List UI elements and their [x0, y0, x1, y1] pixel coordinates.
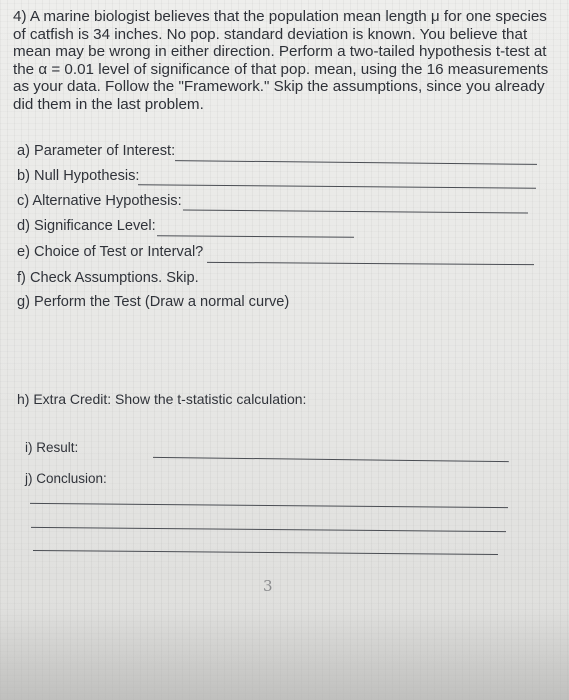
conclusion-line-2 [31, 527, 506, 532]
answer-line-c [183, 209, 528, 213]
answer-line-d [157, 235, 354, 237]
conclusion-line-1 [30, 503, 508, 508]
item-result: i) Result: [25, 440, 79, 455]
item-null-hypothesis: b) Null Hypothesis: [17, 168, 140, 184]
item-significance-level: d) Significance Level: [17, 218, 156, 234]
answer-line-result [153, 457, 509, 462]
item-conclusion: j) Conclusion: [25, 471, 107, 486]
answer-line-e [207, 262, 534, 265]
item-perform-test: g) Perform the Test (Draw a normal curve) [17, 294, 290, 310]
answer-line-a [175, 160, 537, 165]
item-choice-of-test: e) Choice of Test or Interval? [17, 244, 204, 260]
item-extra-credit: h) Extra Credit: Show the t-statistic calculation: [17, 391, 307, 407]
lower-page-shadow [0, 610, 569, 700]
item-check-assumptions: f) Check Assumptions. Skip. [17, 270, 199, 286]
item-parameter-of-interest: a) Parameter of Interest: [17, 143, 176, 159]
answer-line-b [138, 184, 536, 188]
problem-statement: 4) A marine biologist believes that the population mean length μ for one species of catfish is 34 inches. No pop. standard deviation is known. You believe that mean may be wrong in either direction. Perform a two-tailed hypothesis t-test at the α = 0.01 level of significance of that pop. mean, using the 16 measurements as your data. Follow the "Framework." Skip the assumptions, since you already did them in the last problem. [13, 8, 549, 113]
page-number: 3 [263, 577, 273, 595]
conclusion-line-3 [33, 550, 498, 555]
item-alternative-hypothesis: c) Alternative Hypothesis: [17, 193, 182, 209]
